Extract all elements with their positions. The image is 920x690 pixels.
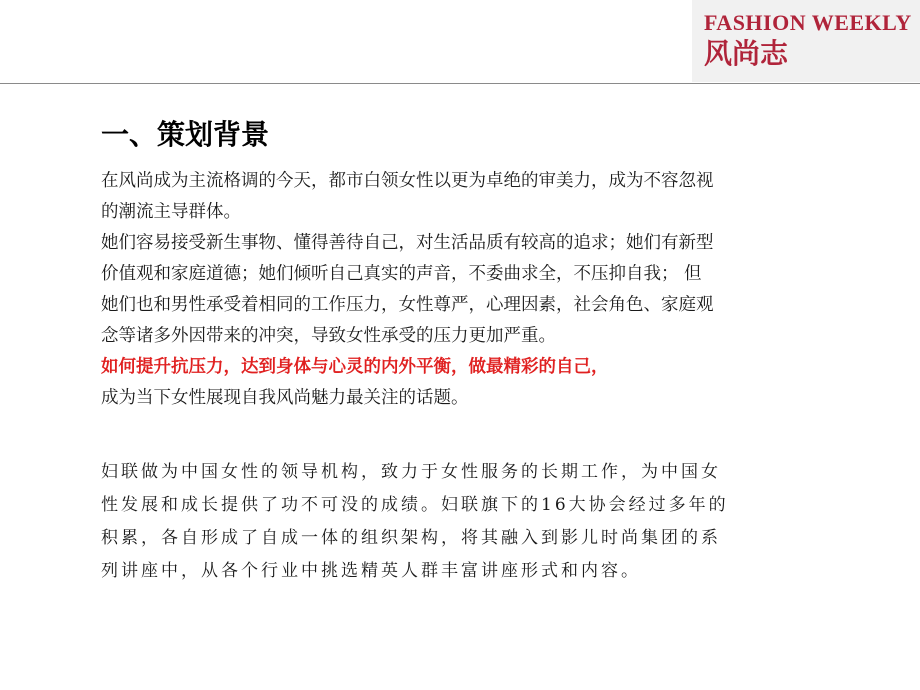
text-line: 妇联做为中国女性的领导机构，致力于女性服务的长期工作，为中国女 — [101, 462, 721, 482]
text-line: 列讲座中，从各个行业中挑选精英人群丰富讲座形式和内容。 — [101, 561, 641, 581]
text-line: 性发展和成长提供了功不可没的成绩。妇联旗下的16大协会经过多年的 — [101, 495, 729, 515]
header-divider — [0, 83, 920, 84]
text-line: 念等诸多外因带来的冲突，导致女性承受的压力更加严重。 — [101, 326, 556, 346]
highlight-line: 如何提升抗压力，达到身体与心灵的内外平衡，做最精彩的自己， — [101, 357, 609, 377]
fashion-weekly-logo — [692, 0, 920, 82]
closing-line: 成为当下女性展现自我风尚魅力最关注的话题。 — [101, 388, 469, 408]
background-section — [101, 166, 831, 414]
slide-title: 一、策划背景 — [101, 118, 270, 151]
logo-chinese-text: 风尚志 — [704, 37, 789, 70]
text-line: 积累，各自形成了自成一体的组织架构，将其融入到影儿时尚集团的系 — [101, 528, 721, 548]
womens-federation-section — [101, 456, 841, 588]
text-line: 价值观和家庭道德；她们倾听自己真实的声音，不委曲求全，不压抑自我； 但 — [101, 264, 702, 284]
text-line: 她们也和男性承受着相同的工作压力，女性尊严，心理因素，社会角色、家庭观 — [101, 295, 714, 315]
text-line: 在风尚成为主流格调的今天，都市白领女性以更为卓绝的审美力，成为不容忽视 — [101, 171, 714, 191]
text-line: 她们容易接受新生事物、懂得善待自己，对生活品质有较高的追求；她们有新型 — [101, 233, 714, 253]
text-line: 的潮流主导群体。 — [101, 202, 241, 222]
logo-english-text: FASHION WEEKLY — [704, 10, 912, 35]
